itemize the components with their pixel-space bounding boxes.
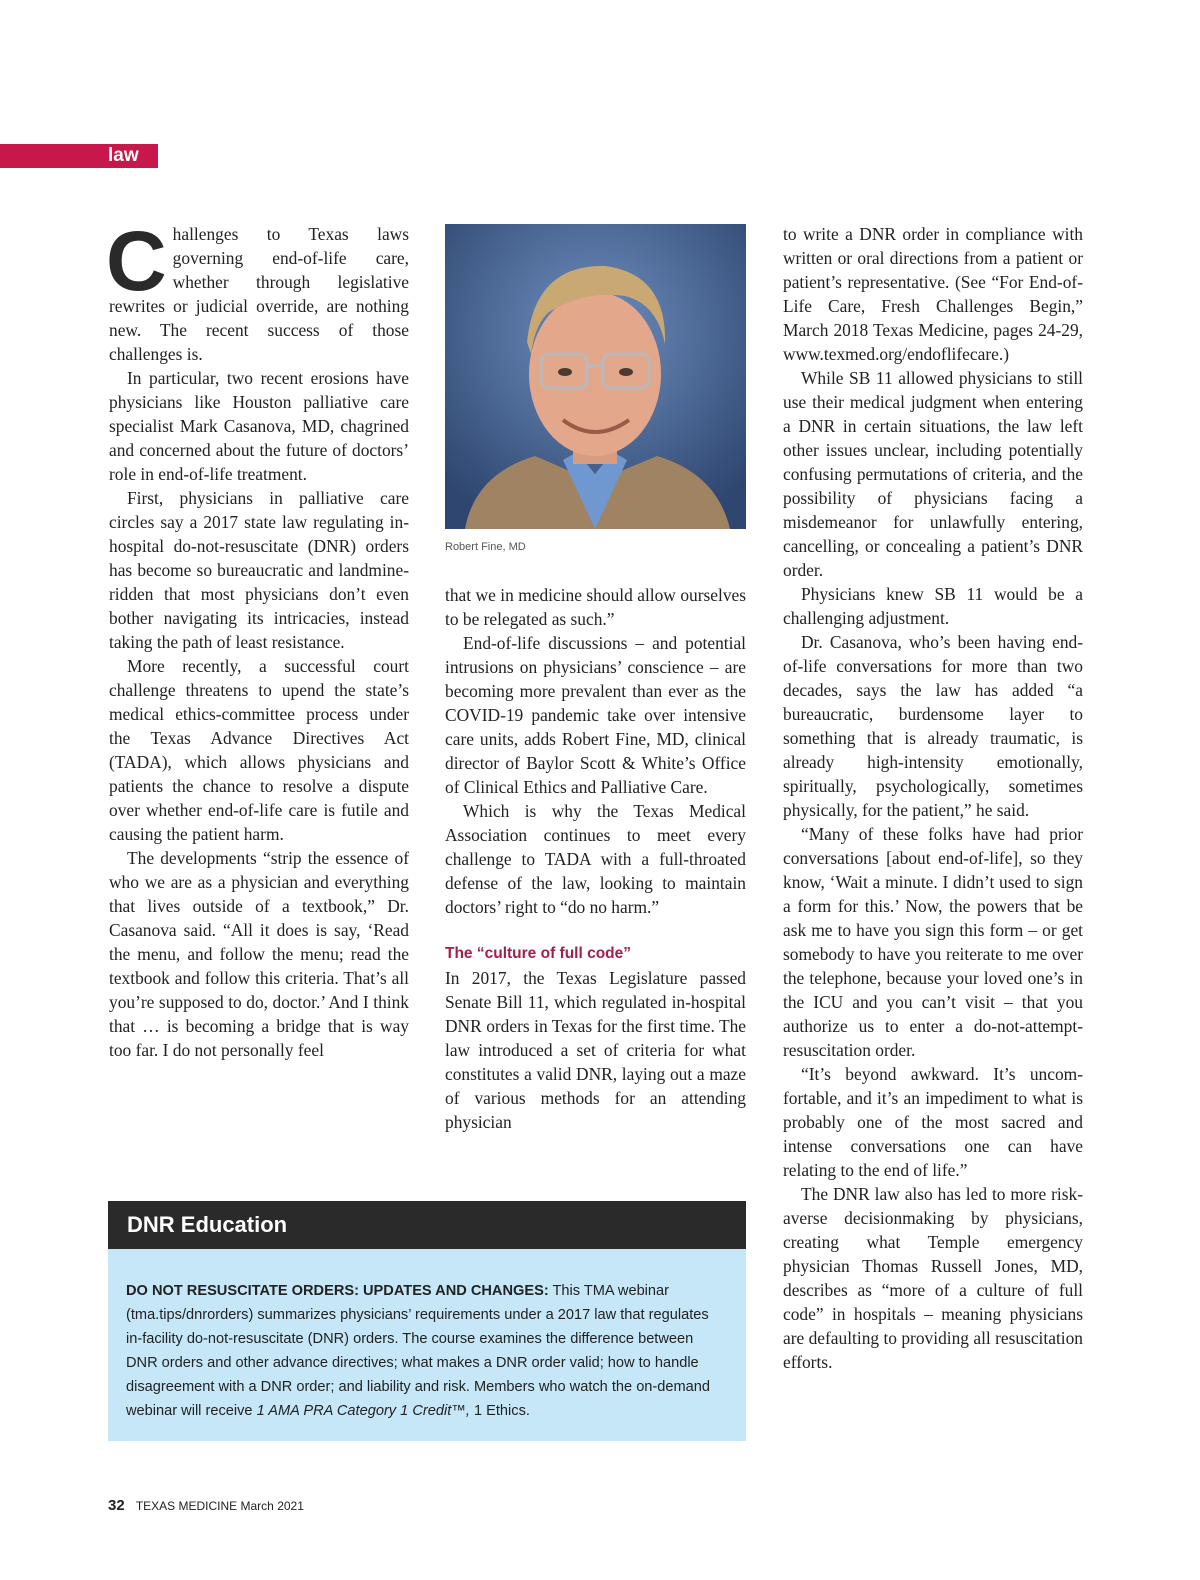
issue-date: March 2021: [240, 1499, 304, 1513]
paragraph: “Many of these folks have had prior conversations [about end-of-life], so they know, ‘Wait a minute. I didn’t used to sign a form for this.’ Now, the powers that be ask me to have you sign this form – or get somebody to have you reiterate to me over the telephone, because your loved one’s in the ICU and you can’t visit – that you authorize us to enter a do-not-attempt-resuscitation order.: [783, 824, 1083, 1060]
paragraph: The developments “strip the essence of who we are as a physician and everything that lives outside of a textbook,” Dr. Casanova said. “All it does is say, ‘Read the menu, and follow the menu; read the textbook and follow this criteria. That’s all you’re supposed to do, doctor.’ And I think that … is becoming a bridge that is way too far. I do not personally feel: [109, 848, 409, 1060]
dnr-education-sidebar: [108, 1201, 746, 1441]
sidebar-credit: 1 AMA PRA Category 1 Credit™,: [256, 1403, 470, 1419]
paragraph: “It’s beyond awkward. It’s uncomfortable, and it’s an impediment to what is probably one of the most sacred and intense conversations one can have relating to the end of life.”: [783, 1064, 1083, 1180]
paragraph: Physicians knew SB 11 would be a challenging adjustment.: [783, 584, 1083, 628]
article-column-3: [783, 222, 1083, 1374]
paragraph: End-of-life discussions – and potential intrusions on physicians’ conscience – are becoming more prevalent than ever as the COVID-19 pandemic take over intensive care units, adds Robert Fine, MD, clinical director of Baylor Scott & White’s Office of Clinical Ethics and Palliative Care.: [445, 633, 746, 797]
article-column-2: [445, 583, 746, 1134]
sidebar-lead: DO NOT RESUSCITATE ORDERS: UPDATES AND CHANGES:: [126, 1283, 549, 1299]
sidebar-text: This TMA webinar (tma.tips/dnrorders) summarizes physicians’ requirements under a 2017 law that regulates in-facility do-not-resuscitate (DNR) orders. The course examines the difference between DNR orders and other advance directives; what makes a DNR order valid; how to handle disagreement with a DNR order; and liability and risk. Members who watch the on-demand webinar will receive: [126, 1283, 711, 1419]
paragraph: More recently, a successful court challenge threatens to upend the state’s medical ethics-committee process under the Texas Advance Directives Act (TADA), which allows physicians and patients the chance to resolve a dispute over whether end-of-life care is futile and causing the patient harm.: [109, 656, 409, 844]
paragraph: that we in medicine should allow ourselves to be relegated as such.”: [445, 585, 746, 629]
paragraph: First, physicians in palliative care circles say a 2017 state law regulating in-hospital do-not-resuscitate (DNR) orders has become so bureaucratic and landmine-ridden that most physicians don’t even bother navigating its intricacies, instead taking the path of least resistance.: [109, 488, 409, 652]
paragraph: In particular, two recent erosions have physicians like Houston palliative care specialist Mark Casanova, MD, chagrined and concerned about the future of doctors’ role in end-of-life treatment.: [109, 368, 409, 484]
paragraph: hallenges to Texas laws governing end-of-life care, whether through legislative rewrites or judicial override, are nothing new. The recent success of those challenges is.: [109, 224, 409, 364]
photo-caption: Robert Fine, MD: [445, 541, 526, 553]
publication-name: TEXAS MEDICINE: [135, 1499, 238, 1513]
paragraph: Dr. Casanova, who’s been having end-of-life conversations for more than two decades, says the law has added “a bureaucratic, burdensome layer to something that is already traumatic, is already high-intensity emotionally, spiritually, psychologically, sometimes physically, for the patient,” he said.: [783, 632, 1083, 820]
paragraph: While SB 11 allowed physicians to still use their medical judgment when entering a DNR in certain situations, the law left other issues unclear, including potentially confusing permutations of criteria, and the possibility of physicians facing a misdemeanor for unlawfully entering, cancelling, or concealing a patient’s DNR order.: [783, 368, 1083, 580]
paragraph: Which is why the Texas Medical Association continues to meet every challenge to TADA with a full-throated defense of the law, looking to maintain doctors’ right to “do no harm.”: [445, 801, 746, 917]
sidebar-body: [108, 1249, 746, 1423]
article-column-1: [106, 214, 409, 1062]
portrait-photo: [445, 224, 746, 529]
subhead: The “culture of full code”: [445, 945, 632, 962]
sidebar-title: DNR Education: [108, 1201, 746, 1249]
paragraph: to write a DNR order in compliance with written or oral directions from a patient or patient’s representative. (See “For End-of-Life Care, Fresh Challenges Begin,” March 2018 Texas Medicine, pages 24-29, www.texmed.org/endoflifecare.): [783, 224, 1083, 364]
portrait-illustration: [445, 224, 746, 529]
paragraph: The DNR law also has led to more risk-averse decisionmaking by physicians, creating what Temple emergency physician Thomas Russell Jones, MD, describes as “more of a culture of full code” in hospitals – meaning physicians are defaulting to providing all resuscitation efforts.: [783, 1184, 1083, 1372]
section-label: law: [108, 145, 139, 166]
paragraph: In 2017, the Texas Legislature passed Senate Bill 11, which regulated in-hospital DNR orders in Texas for the first time. The law introduced a set of criteria for what constitutes a valid DNR, laying out a maze of various methods for an attending physician: [445, 968, 746, 1132]
drop-cap: C: [106, 214, 167, 308]
section-tag: [0, 144, 158, 168]
page-footer: [108, 1497, 304, 1514]
sidebar-tail: 1 Ethics.: [469, 1403, 530, 1419]
page-number: 32: [108, 1497, 125, 1514]
